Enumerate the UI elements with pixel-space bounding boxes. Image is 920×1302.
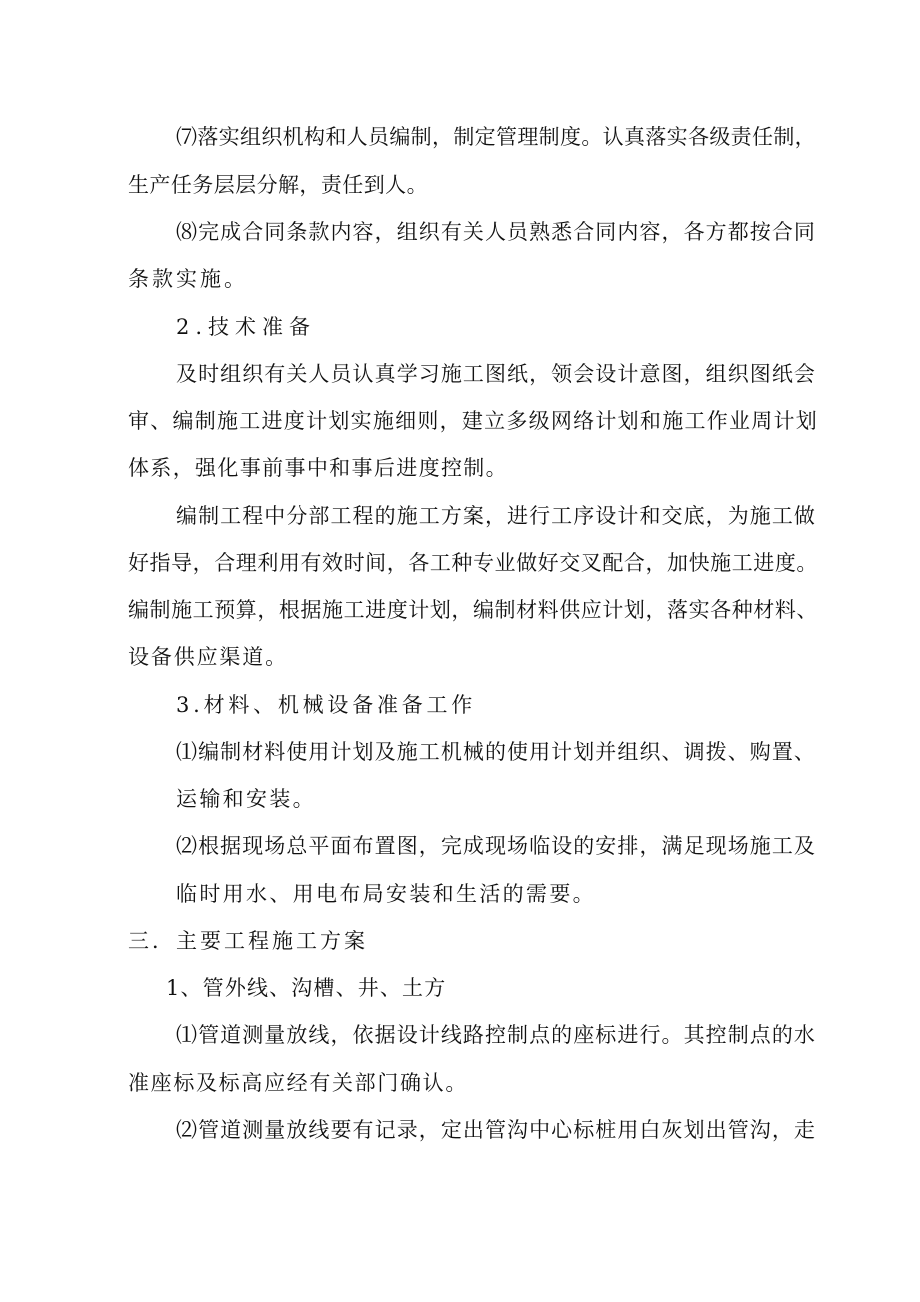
text-line: 条款实施。 xyxy=(128,267,248,291)
text-line: 设备供应渠道。 xyxy=(128,645,288,669)
text-line: ⑴编制材料使用计划及施工机械的使用计划并组织、调拨、购置、 xyxy=(176,740,816,764)
text-line: ⑵管道测量放线要有记录，定出管沟中心标桩用白灰划出管沟，走 xyxy=(176,1118,816,1142)
text-line: 运输和安装。 xyxy=(176,787,316,811)
text-line: 编制施工预算，根据施工进度计划，编制材料供应计划，落实各种材料、 xyxy=(128,598,818,622)
text-line: ⑻完成合同条款内容，组织有关人员熟悉合同内容，各方都按合同 xyxy=(176,220,816,244)
text-line: 生产任务层层分解，责任到人。 xyxy=(128,173,428,197)
text-line: 审、编制施工进度计划实施细则，建立多级网络计划和施工作业周计划 xyxy=(128,409,818,433)
text-line: 体系，强化事前事中和事后进度控制。 xyxy=(128,456,508,480)
text-line: 好指导，合理利用有效时间，各工种专业做好交叉配合，加快施工进度。 xyxy=(128,551,818,575)
text-line: 编制工程中分部工程的施工方案，进行工序设计和交底，为施工做 xyxy=(176,504,816,528)
text-line: ⑴管道测量放线，依据设计线路控制点的座标进行。其控制点的水 xyxy=(176,1023,816,1047)
text-line: ⑺落实组织机构和人员编制，制定管理制度。认真落实各级责任制， xyxy=(176,125,816,149)
text-line: ⑵根据现场总平面布置图，完成现场临设的安排，满足现场施工及 xyxy=(176,834,816,858)
section-heading: 1、管外线、沟槽、井、土方 xyxy=(166,976,447,1000)
chapter-heading: 三．主要工程施工方案 xyxy=(128,929,368,953)
text-line: 准座标及标高应经有关部门确认。 xyxy=(128,1071,468,1095)
text-line: 及时组织有关人员认真学习施工图纸，领会设计意图，组织图纸会 xyxy=(176,362,816,386)
section-heading: 2.技术准备 xyxy=(176,315,317,339)
text-line: 临时用水、用电布局安装和生活的需要。 xyxy=(176,882,596,906)
section-heading: 3.材料、机械设备准备工作 xyxy=(176,693,477,717)
